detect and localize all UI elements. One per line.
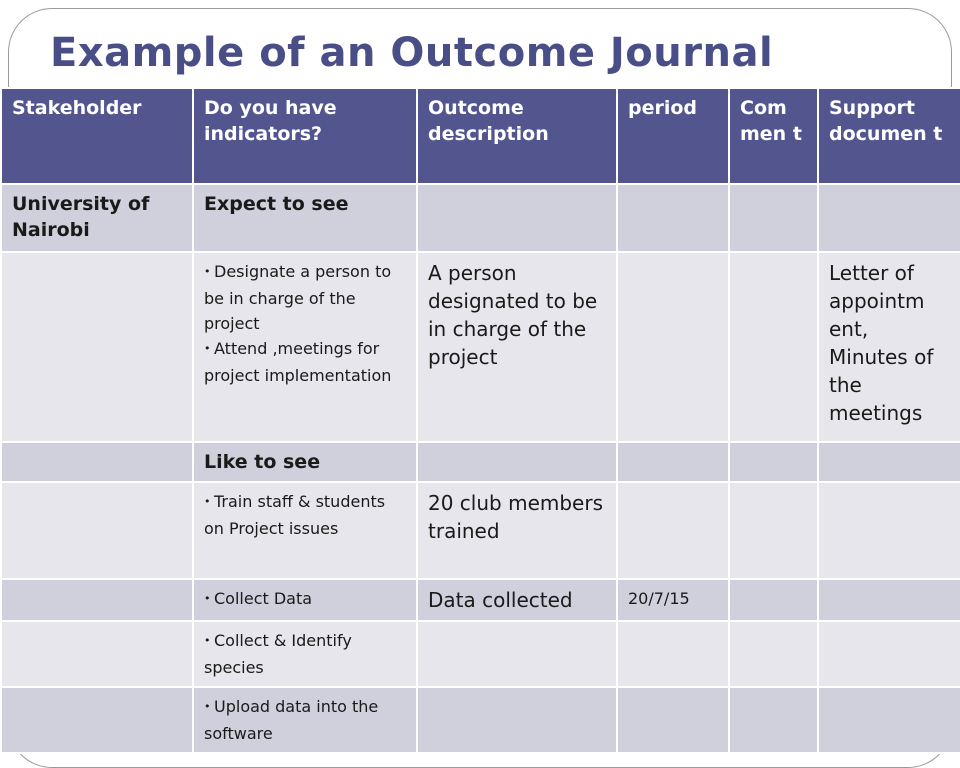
period-cell (617, 252, 729, 442)
table-row (1, 442, 960, 482)
comment-cell (729, 482, 818, 579)
indicators-cell (193, 621, 417, 687)
support-cell: Letter of appointm ent, Minutes of the meetings (818, 252, 960, 442)
stakeholder-cell (1, 579, 193, 621)
period-cell (617, 442, 729, 482)
support-cell (818, 687, 960, 753)
support-cell (818, 442, 960, 482)
comment-cell (729, 442, 818, 482)
stakeholder-cell (1, 482, 193, 579)
period-cell: 20/7/15 (617, 579, 729, 621)
table-row (1, 184, 960, 252)
table-row (1, 482, 960, 579)
header-stakeholder: Stakeholder (1, 88, 193, 184)
stakeholder-cell (1, 621, 193, 687)
outcome-journal-table (0, 87, 960, 754)
outcome-cell (417, 184, 617, 252)
support-cell (818, 621, 960, 687)
stakeholder-cell: University of Nairobi (1, 184, 193, 252)
stakeholder-cell (1, 442, 193, 482)
comment-cell (729, 621, 818, 687)
comment-cell (729, 252, 818, 442)
table-header-row (1, 88, 960, 184)
indicators-cell (193, 687, 417, 753)
list-item: • Upload data into the software (204, 694, 406, 746)
table-row (1, 687, 960, 753)
list-item: • Train staff & students on Project issues (204, 489, 406, 541)
slide-title: Example of an Outcome Journal (50, 30, 774, 76)
list-item: • Designate a person to be in charge of the project (204, 259, 406, 336)
indicators-cell (193, 579, 417, 621)
indicators-cell (193, 482, 417, 579)
period-cell (617, 621, 729, 687)
period-cell (617, 184, 729, 252)
header-comment: Com men t (729, 88, 818, 184)
support-cell (818, 482, 960, 579)
period-cell (617, 687, 729, 753)
table-row (1, 252, 960, 442)
outcome-cell (417, 687, 617, 753)
support-cell (818, 579, 960, 621)
stakeholder-cell (1, 687, 193, 753)
header-outcome-description: Outcome description (417, 88, 617, 184)
stakeholder-cell (1, 252, 193, 442)
header-support-document: Support documen t (818, 88, 960, 184)
period-cell (617, 482, 729, 579)
comment-cell (729, 184, 818, 252)
outcome-cell: Data collected (417, 579, 617, 621)
outcome-cell: A person designated to be in charge of the project (417, 252, 617, 442)
indicators-cell: Expect to see (193, 184, 417, 252)
list-item: • Collect Data (204, 586, 406, 613)
indicators-cell (193, 252, 417, 442)
list-item: • Collect & Identify species (204, 628, 406, 680)
support-cell (818, 184, 960, 252)
indicators-cell: Like to see (193, 442, 417, 482)
header-indicators: Do you have indicators? (193, 88, 417, 184)
list-item: • Attend ,meetings for project implementation (204, 336, 406, 388)
outcome-cell (417, 442, 617, 482)
header-period: period (617, 88, 729, 184)
outcome-cell (417, 621, 617, 687)
table-row (1, 621, 960, 687)
comment-cell (729, 579, 818, 621)
outcome-cell: 20 club members trained (417, 482, 617, 579)
table-row (1, 579, 960, 621)
comment-cell (729, 687, 818, 753)
